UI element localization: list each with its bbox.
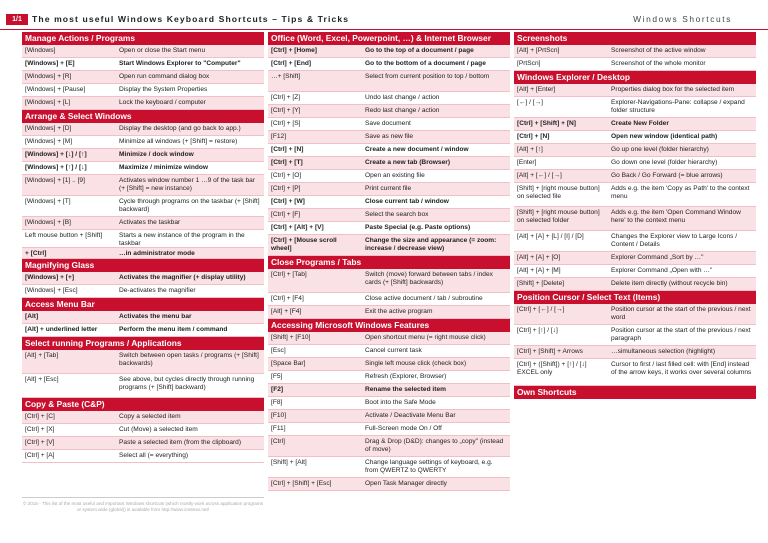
shortcut-description: Change the size and appearance (= zoom: increase / decrease view) xyxy=(365,237,497,252)
section-title-windows-explorer-desktop: Windows Explorer / Desktop xyxy=(514,71,756,84)
shortcut-keys: [Ctrl] + [Shift] + [Esc] xyxy=(271,480,332,487)
shortcut-description: Minimize all windows (+ [Shift] = restore) xyxy=(119,138,238,145)
document-tag: Windows Shortcuts xyxy=(633,14,732,24)
document-title: The most useful Windows Keyboard Shortcuts – Tips & Tricks xyxy=(32,14,350,24)
shortcut-row xyxy=(514,346,756,359)
shortcut-keys: [Ctrl] + [V] xyxy=(25,439,55,446)
shortcut-description: Open or close the Start menu xyxy=(119,47,206,54)
shortcut-description: Print current file xyxy=(365,185,412,192)
shortcut-description: Boot into the Safe Mode xyxy=(365,399,436,406)
shortcut-keys: [Space Bar] xyxy=(271,360,306,367)
shortcut-row xyxy=(268,118,510,131)
shortcut-row xyxy=(22,84,264,97)
shortcut-row xyxy=(22,437,264,450)
shortcut-row xyxy=(268,457,510,478)
shortcut-row xyxy=(268,196,510,209)
shortcut-row xyxy=(22,149,264,162)
shortcut-description: Refresh (Explorer, Browser) xyxy=(365,373,447,380)
shortcut-keys: [Ctrl] + [W] xyxy=(271,198,305,205)
shortcut-description: Open shortcut menu (= right mouse click) xyxy=(365,334,486,341)
shortcut-keys: [Windows] + [↑] / [↓] xyxy=(25,164,87,171)
shortcut-keys: + [Ctrl] xyxy=(25,250,47,257)
shortcut-keys: [Shift] + [Delete] xyxy=(517,280,565,287)
shortcut-keys: [Windows] + [T] xyxy=(25,198,71,205)
shortcut-description: Activate / Deactivate Menu Bar xyxy=(365,412,456,419)
shortcut-keys: [Shift] + [right mouse button] on selected file xyxy=(517,185,600,200)
shortcut-keys: [Windows] + [D] xyxy=(25,125,72,132)
shortcut-row xyxy=(268,332,510,345)
shortcut-keys: [Ctrl] + [S] xyxy=(271,120,301,127)
shortcut-row xyxy=(22,196,264,217)
shortcut-description: Starts a new instance of the program in the taskbar xyxy=(119,232,245,247)
shortcut-description: Display the System Properties xyxy=(119,86,208,93)
shortcut-keys: [Shift] + [F10] xyxy=(271,334,311,341)
shortcut-description: Change language settings of keyboard, e.g. from QWERTZ to QWERTY xyxy=(365,459,493,474)
shortcut-keys: [Enter] xyxy=(517,159,537,166)
shortcut-description: Full-Screen mode On / Off xyxy=(365,425,442,432)
shortcut-keys: [Ctrl] xyxy=(271,438,285,445)
shortcut-row xyxy=(22,58,264,71)
shortcut-keys: [Alt] + [A] + [O] xyxy=(517,254,561,261)
footer-note: © 2015 - This list of the most useful and important Windows shortcuts (which mostly work across application programs or system wide (global)) is available from http://www.contexe.net/ xyxy=(22,497,264,513)
shortcut-row xyxy=(268,71,510,92)
shortcut-description: Redo last change / action xyxy=(365,107,440,114)
shortcut-row xyxy=(514,118,756,131)
shortcut-description: Open new window (identical path) xyxy=(611,133,718,140)
shortcut-row xyxy=(22,450,264,463)
shortcut-description: Go to the top of a document / page xyxy=(365,47,474,54)
shortcut-description: Properties dialog box for the selected item xyxy=(611,86,735,93)
shortcut-keys: Left mouse button + [Shift] xyxy=(25,232,103,239)
shortcut-keys: [Ctrl] + [C] xyxy=(25,413,55,420)
shortcut-description: Switch between open tasks / programs (+ [Shift] backwards) xyxy=(119,352,259,367)
shortcut-description: Explorer-Navigations-Pane: collapse / expand folder structure xyxy=(611,99,745,114)
shortcut-keys: [Ctrl] + [Tab] xyxy=(271,271,307,278)
shortcut-description: See above, but cycles directly through running programs (+ [Shift] backward) xyxy=(119,376,255,391)
shortcut-description: Activates the taskbar xyxy=(119,219,181,226)
shortcut-keys: [Ctrl] + [←] / [→] xyxy=(517,306,565,313)
shortcut-row xyxy=(268,45,510,58)
shortcut-keys: [Ctrl] + [F] xyxy=(271,211,301,218)
shortcut-row xyxy=(22,374,264,398)
shortcut-keys: [Ctrl] + [N] xyxy=(271,146,304,153)
shortcut-keys: [←] / [→] xyxy=(517,99,544,106)
shortcut-row xyxy=(514,157,756,170)
shortcut-description: …simultaneous selection (highlight) xyxy=(611,348,716,355)
shortcut-description: Create a new tab (Browser) xyxy=(365,159,451,166)
shortcut-row xyxy=(268,209,510,222)
shortcut-keys: [Alt] + [F4] xyxy=(271,308,302,315)
shortcut-description: Cancel current task xyxy=(365,347,422,354)
shortcut-row xyxy=(268,410,510,423)
shortcut-row xyxy=(268,144,510,157)
shortcut-keys: [Ctrl] + ([Shift]) + [↑] / [↓] EXCEL only xyxy=(517,361,587,376)
shortcut-row xyxy=(22,45,264,58)
shortcut-keys: [Alt] + [A] + [L] / [I] / [D] xyxy=(517,233,584,240)
shortcut-description: Create a new document / window xyxy=(365,146,469,153)
shortcut-keys: [F2] xyxy=(271,386,284,393)
shortcut-row xyxy=(268,358,510,371)
page-badge: 1/1 xyxy=(6,14,28,25)
shortcut-row xyxy=(268,306,510,319)
shortcut-keys: [Ctrl] + [O] xyxy=(271,172,302,179)
shortcut-description: Save document xyxy=(365,120,411,127)
shortcut-keys: [Ctrl] + [Shift] + [N] xyxy=(517,120,576,127)
shortcut-keys: [Alt] + [Esc] xyxy=(25,376,59,383)
section-title-magnifying-glass: Magnifying Glass xyxy=(22,259,264,272)
column-middle xyxy=(268,32,510,491)
shortcut-row xyxy=(514,144,756,157)
shortcut-keys: [Ctrl] + [Z] xyxy=(271,94,301,101)
shortcut-description: Activates the menu bar xyxy=(119,313,192,320)
shortcut-description: Go to the bottom of a document / page xyxy=(365,60,486,67)
shortcut-row xyxy=(268,92,510,105)
shortcut-description: Screenshot of the whole monitor xyxy=(611,60,706,67)
shortcut-description: Select all (= everything) xyxy=(119,452,189,459)
shortcut-keys: [F10] xyxy=(271,412,287,419)
shortcut-row xyxy=(514,58,756,71)
shortcut-keys: [Alt] + [↑] xyxy=(517,146,543,153)
shortcut-row xyxy=(22,123,264,136)
section-title-office-word-excel-powerpoint-internet-browser: Office (Word, Excel, Powerpoint, …) & Internet Browser xyxy=(268,32,510,45)
shortcut-description: Explorer Command „Sort by …" xyxy=(611,254,704,261)
shortcut-keys: [Windows] + [M] xyxy=(25,138,73,145)
shortcut-keys: [Alt] xyxy=(25,313,39,320)
shortcut-keys: [Shift] + [right mouse button] on selected folder xyxy=(517,209,600,224)
shortcut-description: Display the desktop (and go back to app.) xyxy=(119,125,241,132)
shortcut-description: …in administrator mode xyxy=(119,250,195,257)
shortcut-description: Activates window number 1 …9 of the task bar (+ [Shift] = new instance) xyxy=(119,177,255,192)
shortcut-row xyxy=(514,265,756,278)
shortcut-description: Position cursor at the start of the previous / next paragraph xyxy=(611,327,751,342)
shortcut-description: Cursor to first / last filled cell: with [End] instead of the arrow keys, it works over several columns xyxy=(611,361,752,376)
shortcut-description: Minimize / dock window xyxy=(119,151,194,158)
shortcut-row xyxy=(514,131,756,144)
shortcut-row xyxy=(268,157,510,170)
shortcut-keys: [Ctrl] + [Alt] + [V] xyxy=(271,224,324,231)
shortcut-description: Single left mouse click (check box) xyxy=(365,360,467,367)
shortcut-row xyxy=(268,269,510,293)
shortcut-row xyxy=(268,384,510,397)
shortcut-keys: [Shift] + [Alt] xyxy=(271,459,307,466)
shortcut-row xyxy=(22,311,264,324)
shortcut-description: Paste a selected item (from the clipboard) xyxy=(119,439,242,446)
shortcut-row xyxy=(22,411,264,424)
shortcut-description: Position cursor at the start of the previous / next word xyxy=(611,306,751,321)
section-title-select-running-programs-applications: Select running Programs / Applications xyxy=(22,337,264,350)
shortcut-keys: [Windows] + [↓] / [↑] xyxy=(25,151,87,158)
shortcut-keys: [Ctrl] + [T] xyxy=(271,159,303,166)
shortcut-description: Cycle through programs on the taskbar (+ [Shift] backward) xyxy=(119,198,260,213)
shortcut-keys: [Alt] + [Enter] xyxy=(517,86,556,93)
shortcut-row xyxy=(514,183,756,207)
shortcut-keys: [Alt] + [Tab] xyxy=(25,352,59,359)
section-title-manage-actions-programs: Manage Actions / Programs xyxy=(22,32,264,45)
shortcut-description: Open run command dialog box xyxy=(119,73,210,80)
shortcut-description: Maximize / minimize window xyxy=(119,164,209,171)
shortcut-row xyxy=(268,131,510,144)
shortcut-description: Activates the magnifier (+ display utility) xyxy=(119,274,246,281)
shortcut-description: Rename the selected item xyxy=(365,386,446,393)
shortcut-row xyxy=(22,285,264,298)
shortcut-keys: [Alt] + [A] + [M] xyxy=(517,267,561,274)
column-right xyxy=(514,32,756,519)
shortcut-row xyxy=(22,97,264,110)
shortcut-keys: [PrtScn] xyxy=(517,60,541,67)
shortcut-description: Perform the menu item / command xyxy=(119,326,228,333)
shortcut-description: Screenshot of the active window xyxy=(611,47,706,54)
shortcut-row xyxy=(514,278,756,291)
shortcut-row xyxy=(514,252,756,265)
shortcut-keys: [Alt] + underlined letter xyxy=(25,326,98,333)
shortcut-keys: [Esc] xyxy=(271,347,286,354)
shortcut-keys: [Ctrl] + [F4] xyxy=(271,295,304,302)
shortcut-row xyxy=(22,248,264,259)
shortcut-row xyxy=(22,136,264,149)
shortcut-row xyxy=(514,325,756,346)
shortcut-row xyxy=(268,222,510,235)
shortcut-row xyxy=(22,230,264,248)
shortcut-row xyxy=(268,478,510,491)
shortcut-description: Delete item directly (without recycle bin) xyxy=(611,280,728,287)
shortcut-row xyxy=(268,58,510,71)
shortcut-description: Close active document / tab / subroutine xyxy=(365,295,483,302)
shortcut-keys: [Windows] + [R] xyxy=(25,73,72,80)
shortcut-description: Cut (Move) a selected item xyxy=(119,426,198,433)
shortcut-keys: [F12] xyxy=(271,133,287,140)
shortcut-row xyxy=(22,217,264,230)
shortcut-row xyxy=(268,293,510,306)
shortcut-keys: [Windows] xyxy=(25,47,56,54)
shortcut-description: Go down one level (folder hierarchy) xyxy=(611,159,718,166)
shortcut-row xyxy=(22,175,264,196)
shortcut-row xyxy=(268,397,510,410)
shortcut-row xyxy=(514,359,756,386)
shortcut-row xyxy=(514,304,756,325)
shortcut-keys: [Ctrl] + [Mouse scroll wheel] xyxy=(271,237,337,252)
shortcut-row xyxy=(514,97,756,118)
shortcut-row xyxy=(22,71,264,84)
shortcut-keys: [Windows] + [B] xyxy=(25,219,71,226)
own-shortcuts-area xyxy=(514,399,756,519)
shortcut-description: Go Back / Go Forward (= blue arrows) xyxy=(611,172,723,179)
shortcut-description: Select from current position to top / bottom xyxy=(365,73,490,80)
shortcut-row xyxy=(514,231,756,252)
shortcut-description: Close current tab / window xyxy=(365,198,449,205)
shortcut-row xyxy=(22,272,264,285)
shortcut-description: Select the search box xyxy=(365,211,429,218)
shortcut-keys: [Ctrl] + [P] xyxy=(271,185,301,192)
shortcut-description: Start Windows Explorer to "Computer" xyxy=(119,60,241,67)
column-left xyxy=(22,32,264,463)
shortcut-keys: [F8] xyxy=(271,399,283,406)
shortcut-description: Undo last change / action xyxy=(365,94,440,101)
shortcut-row xyxy=(268,436,510,457)
shortcut-row xyxy=(22,324,264,337)
shortcut-keys: [Alt] + [←] / [→] xyxy=(517,172,562,179)
shortcut-row xyxy=(268,371,510,384)
shortcut-description: Explorer Command „Open with …" xyxy=(611,267,713,274)
shortcut-row xyxy=(514,207,756,231)
shortcut-keys: [F11] xyxy=(271,425,286,432)
shortcut-row xyxy=(22,162,264,175)
shortcut-row xyxy=(22,350,264,374)
shortcut-row xyxy=(268,235,510,256)
shortcut-description: Exit the active program xyxy=(365,308,433,315)
shortcut-keys: [Ctrl] + [Y] xyxy=(271,107,301,114)
shortcut-description: Open an existing file xyxy=(365,172,425,179)
section-title-close-programs-tabs: Close Programs / Tabs xyxy=(268,256,510,269)
section-title-screenshots: Screenshots xyxy=(514,32,756,45)
section-title-copy-paste-c-p: Copy & Paste (C&P) xyxy=(22,398,264,411)
shortcut-row xyxy=(268,183,510,196)
section-title-own-shortcuts: Own Shortcuts xyxy=(514,386,756,399)
shortcut-keys: [Ctrl] + [End] xyxy=(271,60,312,67)
header-bar xyxy=(0,0,768,30)
shortcut-description: Drag & Drop (D&D): changes to „copy" (instead of move) xyxy=(365,438,504,453)
shortcut-description: Adds e.g. the item 'Open Command Window here' to the context menu xyxy=(611,209,741,224)
shortcut-row xyxy=(268,105,510,118)
shortcut-keys: [Ctrl] + [↑] / [↓] xyxy=(517,327,558,334)
shortcut-description: Open Task Manager directly xyxy=(365,480,447,487)
section-title-position-cursor-select-text-items: Position Cursor / Select Text (Items) xyxy=(514,291,756,304)
shortcut-description: Paste Special (e.g. Paste options) xyxy=(365,224,471,231)
shortcut-description: Changes the Explorer view to Large Icons / Content / Details xyxy=(611,233,738,248)
shortcut-description: Go up one level (folder hierarchy) xyxy=(611,146,709,153)
shortcut-row xyxy=(514,170,756,183)
shortcut-keys: [Ctrl] + [Shift] + Arrows xyxy=(517,348,583,355)
shortcut-description: Save as new file xyxy=(365,133,414,140)
shortcut-keys: [Windows] + [L] xyxy=(25,99,71,106)
shortcut-row xyxy=(268,423,510,436)
shortcut-description: Create New Folder xyxy=(611,120,669,127)
shortcut-keys: [F5] xyxy=(271,373,283,380)
shortcut-keys: [Windows] + [1] .. [9] xyxy=(25,177,85,184)
shortcut-keys: [Windows] + [E] xyxy=(25,60,75,67)
shortcut-keys: [Windows] + [Pause] xyxy=(25,86,86,93)
shortcut-row xyxy=(22,424,264,437)
shortcut-description: Copy a selected item xyxy=(119,413,181,420)
shortcut-row xyxy=(514,84,756,97)
section-title-access-menu-bar: Access Menu Bar xyxy=(22,298,264,311)
section-title-accessing-microsoft-windows-features: Accessing Microsoft Windows Features xyxy=(268,319,510,332)
shortcut-row xyxy=(268,170,510,183)
shortcut-keys: [Ctrl] + [Home] xyxy=(271,47,317,54)
shortcut-keys: [Alt] + [PrtScn] xyxy=(517,47,560,54)
shortcut-description: De-activates the magnifier xyxy=(119,287,196,294)
section-title-arrange-select-windows: Arrange & Select Windows xyxy=(22,110,264,123)
shortcut-keys: [Ctrl] + [N] xyxy=(517,133,550,140)
shortcut-keys: [Ctrl] + [X] xyxy=(25,426,55,433)
shortcut-keys: [Windows] + [Esc] xyxy=(25,287,78,294)
shortcut-keys: [Ctrl] + [A] xyxy=(25,452,55,459)
shortcut-description: Adds e.g. the item 'Copy as Path' to the context menu xyxy=(611,185,750,200)
shortcut-description: Lock the keyboard / computer xyxy=(119,99,206,106)
shortcut-keys: …+ [Shift] xyxy=(271,73,301,80)
shortcut-row xyxy=(514,45,756,58)
shortcut-keys: [Windows] + [+] xyxy=(25,274,75,281)
shortcut-row xyxy=(268,345,510,358)
shortcut-description: Switch (move) forward between tabs / index cards (+ [Shift] backwards) xyxy=(365,271,493,286)
